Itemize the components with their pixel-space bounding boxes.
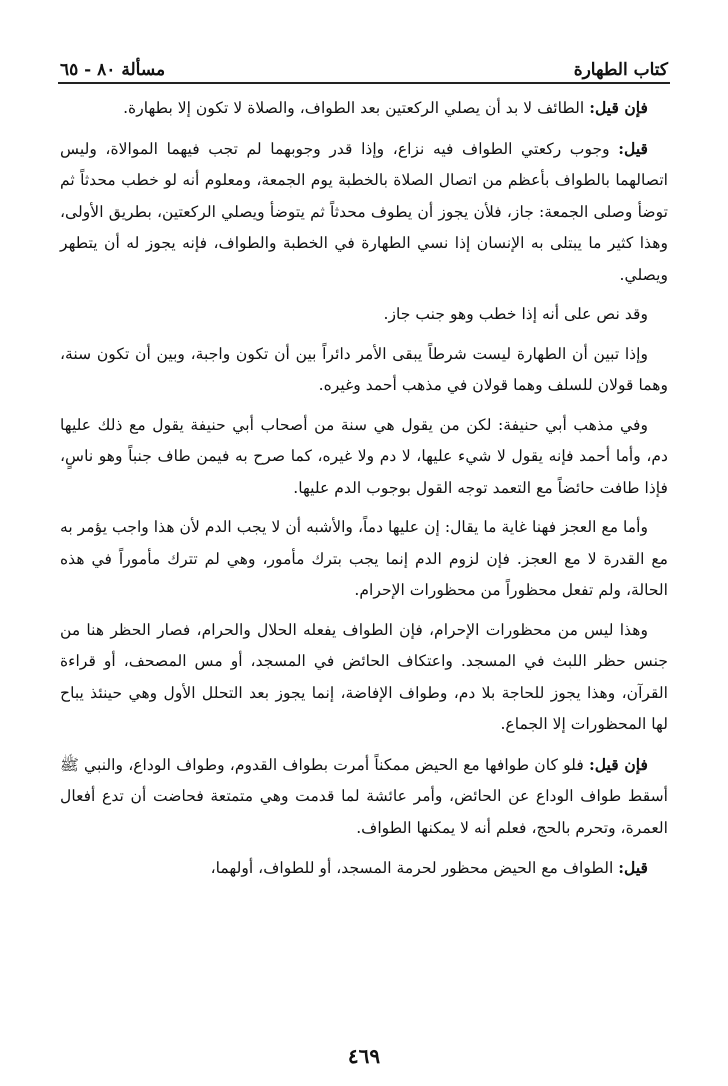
- paragraph-text: وفي مذهب أبي حنيفة: لكن من يقول هي سنة من أصحاب أبي حنيفة يقول مع ذلك عليها دم، وأما أحمد فإنه يقول لا شيء عليها، لا دم ولا غيره، كما صرح به فيمن طاف جنباً وهو ناسٍ، فإذا طافت حائضاً مع التعمد توجه القول بوجوب الدم عليها.: [60, 415, 668, 497]
- paragraph-lead: فإن قيل:: [588, 754, 648, 774]
- paragraph: [60, 749, 668, 845]
- page-number: ٤٦٩: [347, 1044, 381, 1068]
- issue-reference: مسألة ٨٠ - ٦٥: [60, 60, 166, 80]
- header-divider: [58, 82, 670, 84]
- paragraph: [60, 410, 668, 505]
- paragraph: [60, 92, 668, 125]
- paragraph-text: الطواف مع الحيض محظور لحرمة المسجد، أو للطواف، أولهما،: [210, 859, 619, 877]
- paragraph-text: وإذا تبين أن الطهارة ليست شرطاً يبقى الأمر دائراً بين أن تكون واجبة، وبين أن تكون سنة، وهما قولان للسلف وهما قولان في مذهب أحمد وغيره.: [60, 344, 668, 394]
- paragraph: [60, 512, 668, 607]
- paragraph-text: وقد نص على أنه إذا خطب وهو جنب جاز.: [383, 305, 648, 323]
- running-header: [60, 36, 668, 80]
- paragraph-lead: قيل:: [618, 858, 648, 877]
- paragraph-text: وجوب ركعتي الطواف فيه نزاع، وإذا قدر وجوبهما لم تجب فيهما الموالاة، وليس اتصالهما بالطواف بأعظم من اتصال الصلاة بالخطبة يوم الجمعة، ومعلوم أنه لو خطب محدثاً ثم توضأ وصلى الجمعة: جاز، فلأن يجوز أن يطوف محدثاً ثم يتوضأ ويصلي الركعتين، بطريق الأولى، وهذا كثير ما يبتلى به الإنسان إذا نسي الطهارة في الخطبة والطواف، فإنه يجوز له أن يتطهر ويصلي.: [60, 139, 668, 284]
- paragraph-lead: فإن قيل:: [589, 98, 648, 117]
- paragraph-text: الطائف لا بد أن يصلي الركعتين بعد الطواف، والصلاة لا تكون إلا بطهارة.: [123, 99, 590, 117]
- paragraph: [60, 852, 668, 885]
- paragraph-text: وأما مع العجز فهنا غاية ما يقال: إن عليها دماً، والأشبه أن لا يجب الدم لأن هذا واجب يؤمر به مع القدرة لا مع العجز. فإن لزوم الدم إنما يجب بترك مأمور، وهي لم تترك مأموراً في هذه الحالة، ولم تفعل محظوراً من محظورات الإحرام.: [60, 518, 668, 599]
- paragraph-text: وهذا ليس من محظورات الإحرام، فإن الطواف يفعله الحلال والحرام، فصار الحظر هنا من جنس حظر اللبث في المسجد. واعتكاف الحائض في المسجد، أو مس المصحف، أو قراءة القرآن، وهذا يجوز للحاجة بلا دم، وطواف الإفاضة، إنما يجوز بعد التحلل الأول وهي حينئذ يباح لها المحظورات إلا الجماع.: [60, 620, 668, 733]
- paragraph: [60, 133, 668, 292]
- paragraph-text: فلو كان طوافها مع الحيض ممكناً أمرت بطواف القدوم، وطواف الوداع، والنبي ﷺ أسقط طواف الوداع عن الحائض، وأمر عائشة لما قدمت وهي متمتعة فحاضت أن تدع أفعال العمرة، وتحرم بالحج، فعلم أنه لا يمكنها الطواف.: [60, 755, 668, 837]
- book-title: كتاب الطهارة: [573, 60, 668, 80]
- paragraph: [60, 299, 668, 331]
- paragraph-lead: قيل:: [618, 138, 648, 158]
- body-text: [60, 92, 668, 1038]
- paragraph: [60, 615, 668, 741]
- paragraph: [60, 339, 668, 402]
